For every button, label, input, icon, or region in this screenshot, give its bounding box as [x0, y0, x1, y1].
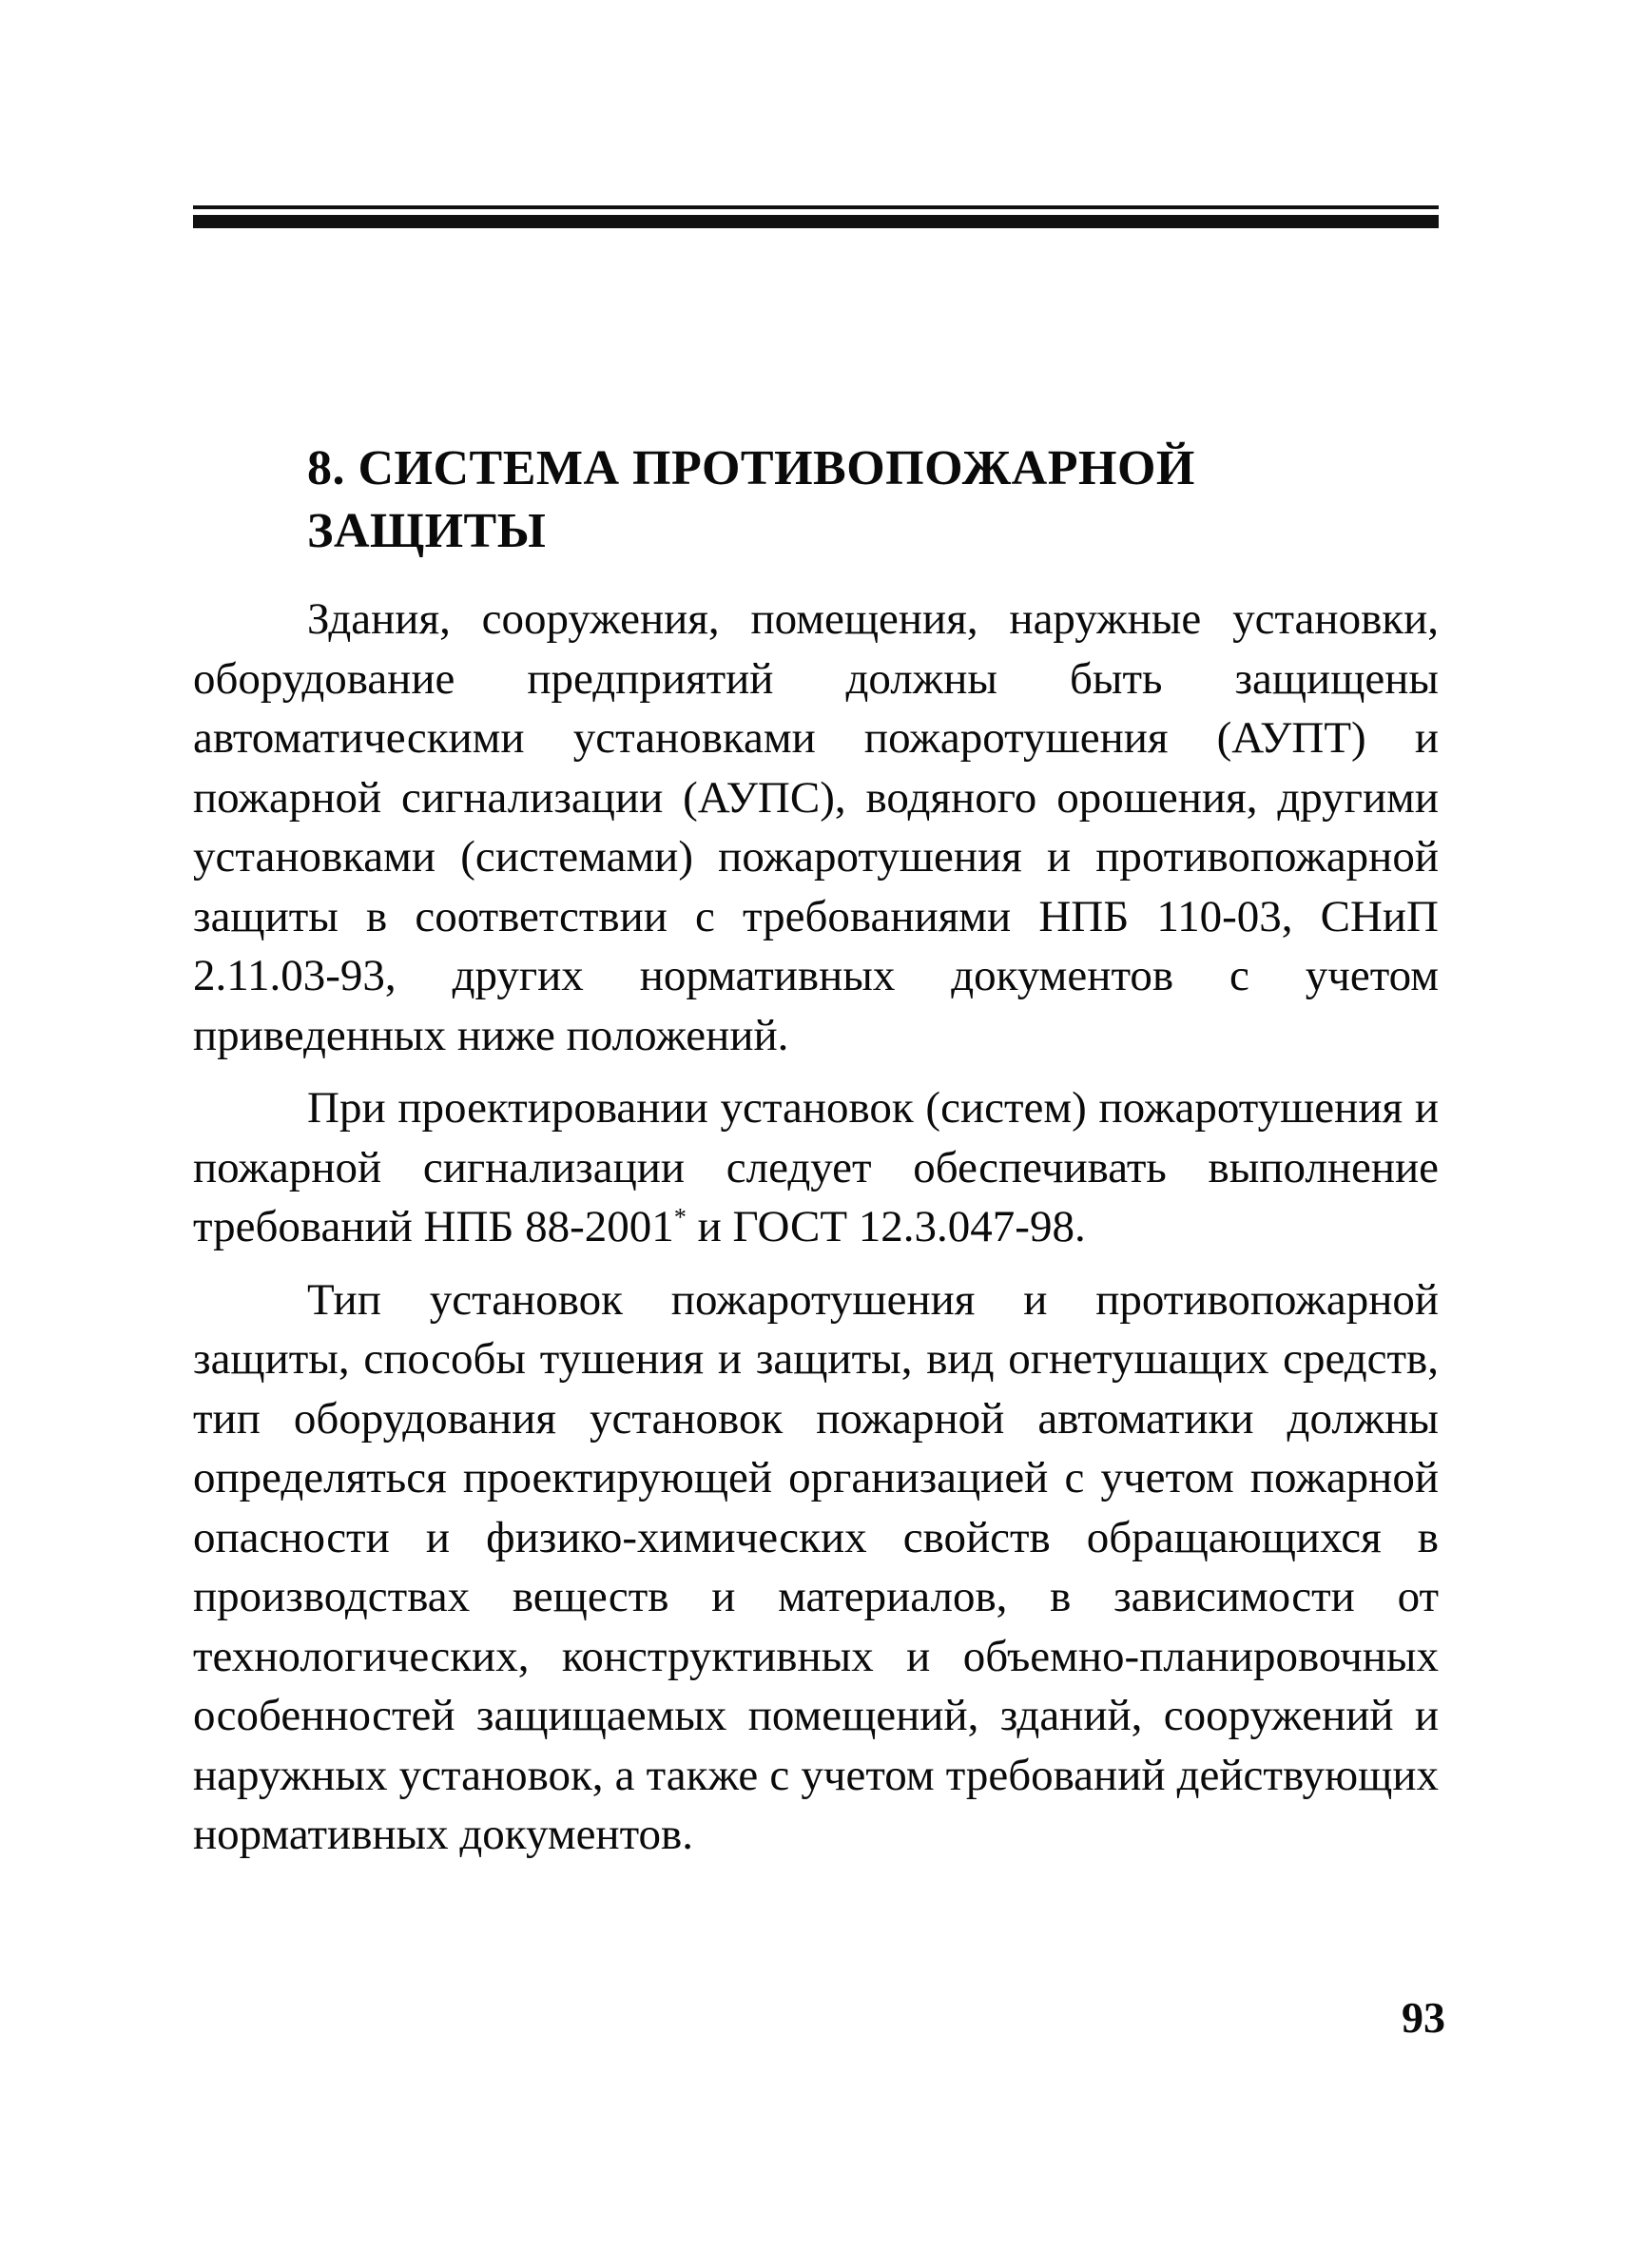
paragraph-3: Тип установок пожаротушения и противопожарной защиты, способы тушения и защиты, вид огнетушащих средств, тип оборудования установок пожарной автоматики должны определяться проектирующей организацией с учетом пожарной опасности и физико-химических свойств обращающихся в производствах веществ и материалов, в зависимости от технологических, конструктивных и объемно-планировочных особенностей защищаемых помещений, зданий, сооружений и наружных установок, а также с учетом требований действующих нормативных документов. — [193, 1274, 1439, 1859]
section-heading-line-1: 8. СИСТЕМА ПРОТИВОПОЖАРНОЙ — [307, 441, 1195, 495]
paragraph-2-text-start: При проектировании установок (систем) пожаротушения и пожарной сигнализации следует обеспечивать выполнение требований НПБ 88-2001 — [193, 1083, 1439, 1251]
section-heading-line-2: ЗАЩИТЫ — [307, 504, 547, 558]
header-rule — [193, 205, 1439, 232]
header-rule-thin-line — [193, 205, 1439, 209]
page-number: 93 — [1402, 1993, 1445, 2042]
section-heading — [307, 437, 1258, 563]
paragraph-1: Здания, сооружения, помещения, наружные установки, оборудование предприятий должны быть защищены автоматическими установками пожаротушения (АУПТ) и пожарной сигнализации (АУПС), водяного орошения, другими установками (системами) пожаротушения и противопожарной защиты в соответствии с требованиями НПБ 110-03, СНиП 2.11.03-93, других нормативных документов с учетом приведенных ниже положений. — [193, 594, 1439, 1060]
paragraph-2 — [193, 1078, 1439, 1257]
paragraph-2-text-end: и ГОСТ 12.3.047-98. — [686, 1202, 1086, 1251]
body-text — [193, 590, 1439, 1878]
footnote-mark: * — [673, 1203, 687, 1231]
header-rule-thick-line — [193, 215, 1439, 228]
